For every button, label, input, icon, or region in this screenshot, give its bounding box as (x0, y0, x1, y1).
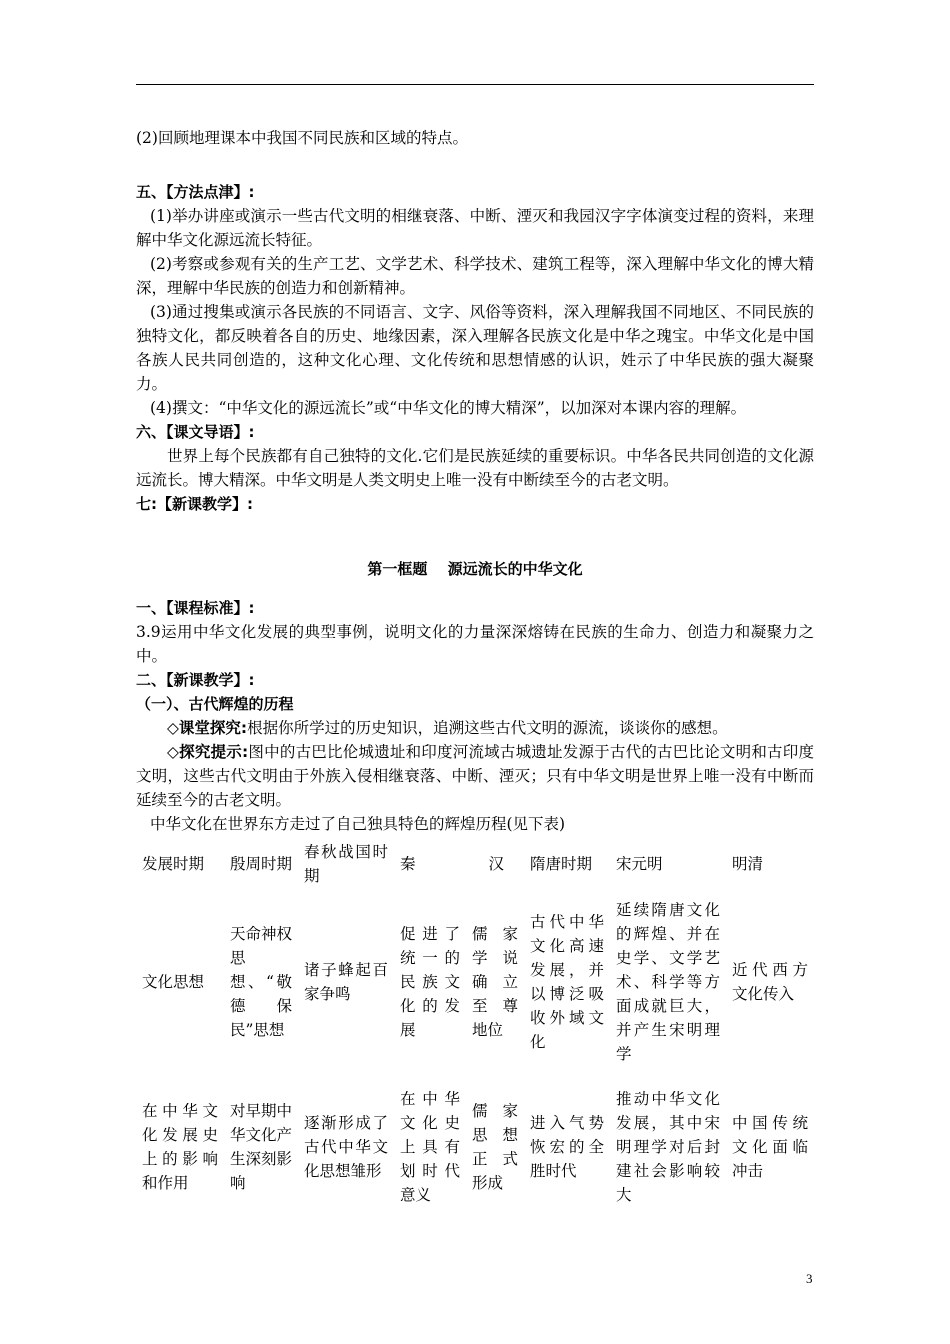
method-3: (3)通过搜集或演示各民族的不同语言、文字、风俗等资料，深入理解我国不同地区、不同民族的独特文化，都反映着各自的历史、地缘因素，深入理解各民族文化是中华之瑰宝。中华文化是中国各族人民共同创造的，这种文化心理、文化传统和思想情感的认识，姓示了中华民族的强大凝聚力。 (136, 303, 814, 393)
section-5-heading: 五、【方法点津】: (136, 183, 255, 201)
table-cell: 古代中华文化高速发展，并以博泛吸收外域文化 (530, 913, 604, 1051)
table-cell: 明清 (732, 855, 764, 873)
standard-heading: 一、【课程标准】: (136, 599, 255, 617)
table-cell: 进入气势恢宏的全胜时代 (530, 1114, 604, 1180)
table-cell: 隋唐时期 (530, 855, 593, 873)
table-header-row (134, 836, 812, 892)
table-cell: 儒家思想正式形成 (472, 1102, 518, 1192)
header-rule (136, 84, 814, 85)
table-cell: 宋元明 (616, 855, 663, 873)
table-cell: 文化思想 (142, 973, 205, 991)
new-lesson-heading: 二、【新课教学】: (136, 671, 255, 689)
intro-paragraph: 世界上每个民族都有自己独特的文化.它们是民族延续的重要标识。中华各民共同创造的文化源远流长。博大精深。中华文明是人类文明史上唯一没有中断续至今的古老文明。 (136, 447, 814, 489)
method-2: (2)考察或参观有关的生产工艺、文学艺术、科学技术、建筑工程等，深入理解中华文化的博大精深，理解中华民族的创造力和创新精神。 (136, 255, 814, 297)
inquiry-label: ◇课堂探究: (167, 719, 248, 737)
hint-label: ◇探究提示: (167, 743, 249, 761)
table-intro: 中华文化在世界东方走过了自己独具特色的辉煌历程(见下表) (150, 815, 566, 833)
table-row (134, 892, 812, 1072)
page-number: 3 (806, 1271, 813, 1286)
standard-text: 3.9运用中华文化发展的典型事例，说明文化的力量深深熔铸在民族的生命力、创造力和凝聚力之中。 (136, 623, 814, 665)
table-cell: 诸子蜂起百家争鸣 (304, 961, 388, 1003)
subsection-heading: （一）、古代辉煌的历程 (136, 695, 294, 713)
table-cell: 延续隋唐文化的辉煌、并在史学、文学艺术、科学等方面成就巨大，并产生宋明理学 (616, 901, 720, 1063)
table-cell: 逐渐形成了古代中华文化思想雏形 (304, 1114, 388, 1180)
section-7-heading: 七:【新课教学】: (136, 495, 253, 513)
table-cell: 中国传统文化面临冲击 (732, 1114, 808, 1180)
table-cell: 在中华文化史上具有划时代意义 (400, 1090, 460, 1204)
lesson-title: 第一框题 源远流长的中华文化 (367, 560, 583, 578)
table-cell: 发展时期 (142, 855, 205, 873)
table-cell: 对早期中华文化产生深刻影响 (230, 1102, 293, 1192)
table-cell: 天命神权思想、“敬德保民”思想 (230, 925, 293, 1039)
class-inquiry (136, 716, 814, 740)
inquiry-hint (136, 740, 814, 812)
table-cell: 汉 (488, 855, 504, 873)
table-row (134, 1072, 812, 1222)
hint-text: 图中的古巴比伦城遗址和印度河流域古城遗址发源于古代的古巴比论文明和古印度文明，这些古代文明由于外族入侵相继衰落、中断、湮灭；只有中华文明是世界上唯一没有中断而延续至今的古老文明。 (136, 743, 814, 809)
table-cell: 儒家学说确立至尊地位 (472, 925, 518, 1039)
history-table (134, 836, 812, 1222)
method-1: (1)举办讲座或演示一些古代文明的相继衰落、中断、湮灭和我园汉字字体演变过程的资料，来理解中华文化源远流长特征。 (136, 207, 814, 249)
table-cell: 秦 (400, 855, 416, 873)
line-review: (2)回顾地理课本中我国不同民族和区域的特点。 (136, 129, 468, 147)
page-body (136, 126, 814, 1222)
section-6-heading: 六、【课文导语】: (136, 423, 255, 441)
inquiry-text: 根据你所学过的历史知识，追溯这些古代文明的源流，谈谈你的感想。 (247, 719, 728, 737)
table-cell: 近代西方文化传入 (732, 961, 808, 1003)
table-cell: 春秋战国时期 (304, 843, 388, 885)
table-cell: 殷周时期 (230, 855, 293, 873)
table-cell: 促进了统一的民族文化的发展 (400, 925, 460, 1039)
table-cell: 推动中华文化发展，其中宋明理学对后封建社会影响较大 (616, 1090, 720, 1204)
table-cell: 在中华文化发展史上的影响和作用 (142, 1102, 218, 1192)
method-4: (4)撰文：“中华文化的源远流长”或“中华文化的博大精深”，以加深对本课内容的理解。 (150, 399, 747, 417)
